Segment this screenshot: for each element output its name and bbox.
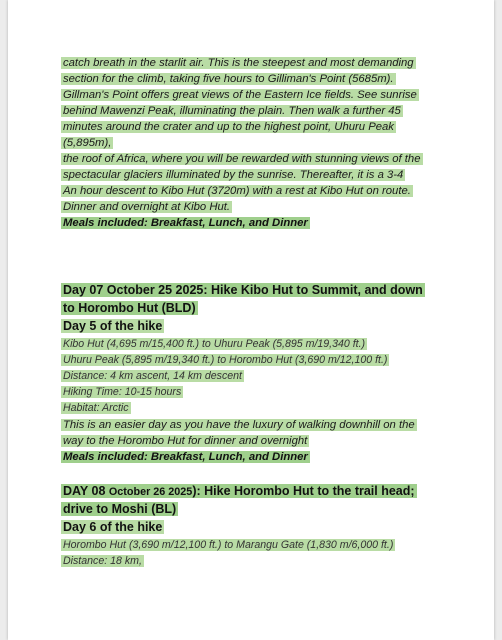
detail-line — [61, 335, 367, 351]
text-line — [61, 102, 403, 118]
detail-line — [61, 399, 131, 415]
day-heading — [61, 281, 425, 299]
text-line-content: This is an easier day as you have the luxury of walking downhill on the — [63, 419, 415, 431]
document-page — [8, 0, 494, 640]
text-line-content: (5,895m), — [63, 137, 112, 149]
detail-line — [61, 536, 395, 552]
day-heading — [61, 299, 198, 317]
text-line — [61, 416, 417, 432]
day-08-subtitle: Day 6 of the hike — [63, 520, 163, 534]
day-07-subtitle: Day 5 of the hike — [63, 319, 163, 333]
day-08-label: DAY 08 — [63, 484, 106, 498]
route-segment-2: Uhuru Peak (5,895 m/19,340 ft.) to Horombo Hut (3,690 m/12,100 ft.) — [63, 354, 388, 366]
meals-line — [61, 214, 310, 230]
day-subheading — [61, 317, 164, 335]
hiking-time: Hiking Time: 10-15 hours — [63, 386, 182, 398]
day-07-title: Day 07 October 25 2025: Hike Kibo Hut to Summit, and down — [63, 283, 423, 297]
meals-line — [61, 448, 310, 464]
day-08-title — [61, 484, 417, 498]
text-line-content: spectacular glaciers illuminated by the sunrise. Thereafter, it is a 3-4 — [63, 169, 404, 181]
text-line-content: the roof of Africa, where you will be rewarded with stunning views of the — [63, 153, 421, 165]
meals-included: Meals included: Breakfast, Lunch, and Dinner — [63, 217, 308, 229]
day-subheading — [61, 518, 164, 536]
text-line — [61, 134, 113, 150]
day-08-title-rest: ): Hike Horombo Hut to the trail head; — [192, 484, 415, 498]
text-line-content: An hour descent to Kibo Hut (3720m) with a rest at Kibo Hut on route. — [63, 185, 411, 197]
day-heading — [61, 482, 417, 500]
text-line-content: catch breath in the starlit air. This is the steepest and most demanding — [63, 57, 414, 69]
distance: Distance: 18 km, — [63, 555, 142, 567]
text-line — [61, 118, 396, 134]
text-line-content: Gillman's Point offers great views of the Eastern Ice fields. See sunrise — [63, 89, 417, 101]
text-line-content: section for the climb, taking five hours to Gilliman's Point (5685m). — [63, 73, 394, 85]
text-line — [61, 198, 232, 214]
day-07-title-cont: to Horombo Hut (BLD) — [63, 301, 196, 315]
detail-line — [61, 552, 144, 568]
habitat: Habitat: Arctic — [63, 402, 129, 414]
text-line-content: way to the Horombo Hut for dinner and overnight — [63, 435, 308, 447]
meals-included: Meals included: Breakfast, Lunch, and Dinner — [63, 451, 308, 463]
text-line-content: minutes around the crater and up to the highest point, Uhuru Peak — [63, 121, 394, 133]
text-line — [61, 150, 423, 166]
day-08-date: October 26 2025 — [108, 486, 193, 498]
text-line-content: Dinner and overnight at Kibo Hut. — [63, 201, 231, 213]
day-heading — [61, 500, 178, 518]
day-08-title-cont: drive to Moshi (BL) — [63, 502, 177, 516]
text-line — [61, 432, 309, 448]
text-line — [61, 166, 405, 182]
text-line-content: behind Mawenzi Peak, illuminating the plain. Then walk a further 45 — [63, 105, 401, 117]
text-line — [61, 182, 413, 198]
detail-line — [61, 367, 244, 383]
route-segment-1: Kibo Hut (4,695 m/15,400 ft.) to Uhuru Peak (5,895 m/19,340 ft.) — [63, 338, 366, 350]
text-line — [61, 70, 396, 86]
route-segment-1: Horombo Hut (3,690 m/12,100 ft.) to Marangu Gate (1,830 m/6,000 ft.) — [63, 539, 394, 551]
detail-line — [61, 383, 183, 399]
detail-line — [61, 351, 389, 367]
text-line — [61, 54, 416, 70]
text-line — [61, 86, 419, 102]
distance: Distance: 4 km ascent, 14 km descent — [63, 370, 242, 382]
